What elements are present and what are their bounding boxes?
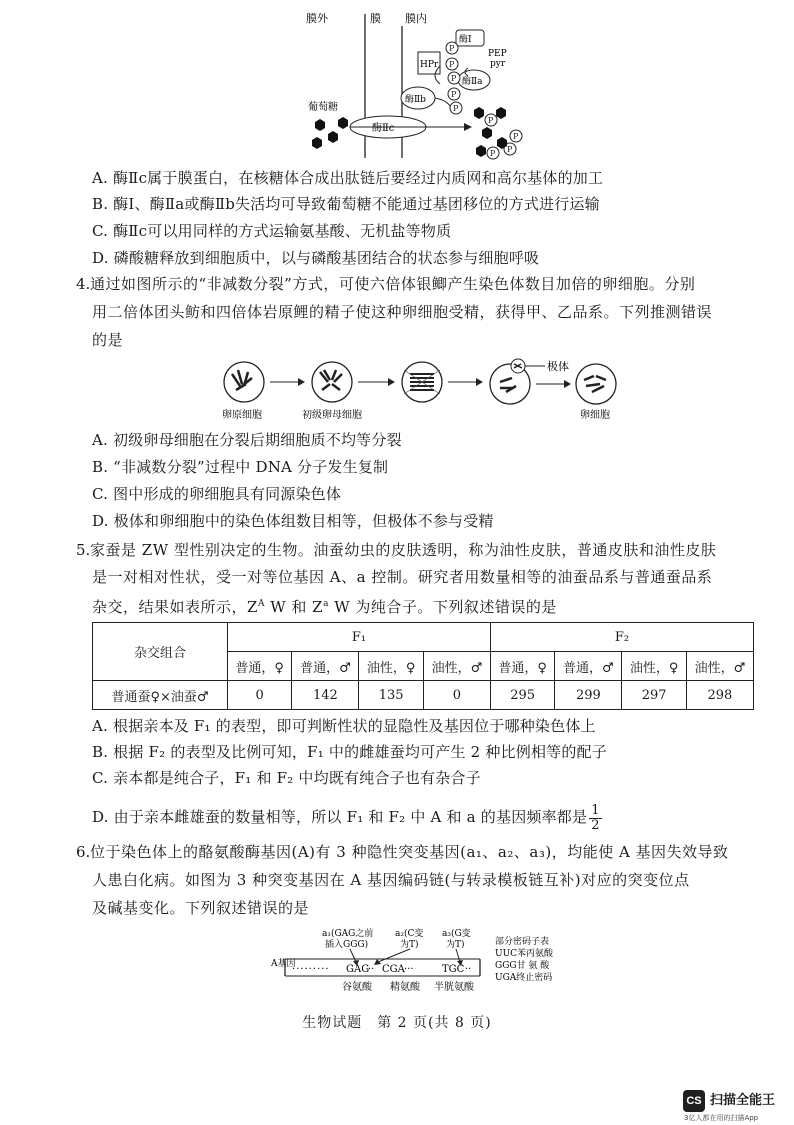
codon-ggg: GGG甘 氨 酸 (495, 961, 550, 971)
phosphate-labels (449, 44, 519, 158)
a3-label: a₃(G变 (442, 929, 471, 939)
codon-gag: GAG (346, 964, 370, 975)
q6-number: 6. (76, 843, 91, 861)
codon-cga: CGA (382, 964, 405, 975)
svg-text:P: P (453, 104, 459, 113)
q6-stem-3: 及碱基变化。下列叙述错误的是 (92, 899, 310, 917)
q5-stem-2: 是一对相对性状，受一对等位基因 A、a 控制。研究者用数量相等的油蚕品系与普通蚕品系 (92, 568, 713, 586)
hpr-label: HPr (420, 60, 439, 70)
svg-text:P: P (449, 60, 455, 69)
svg-text:P: P (490, 149, 496, 158)
a1-label: a₁(GAG之前 (322, 929, 374, 939)
svg-text:··: ·· (465, 964, 472, 975)
svg-text:P: P (451, 74, 457, 83)
enzyme2c-label: 酶Ⅱc (372, 123, 395, 134)
q5-stem-3: 杂交，结果如表所示，$Z^A$ W 和 $Z^a$ W 为纯合子。下列叙述错误的是 (92, 598, 557, 616)
glucose-label: 葡萄糖 (308, 102, 338, 113)
a2-label: a₂(C变 (395, 929, 424, 939)
q4-stem-1: 通过如图所示的“非减数分裂”方式，可使六倍体银鲫产生染色体数目加倍的卵细胞。分别 (90, 275, 696, 293)
header-f1: F₁ (228, 623, 491, 652)
q4-option-b: B. “非减数分裂”过程中 DNA 分子发生复制 (92, 458, 389, 476)
q5-option-a: A. 根据亲本及 F₁ 的表型，即可判断性状的显隐性及基因位于哪种染色体上 (92, 717, 596, 735)
q4-number: 4. (76, 275, 91, 293)
q3-option-c: C. 酶Ⅱc可以用同样的方式运输氨基酸、无机盐等物质 (92, 222, 452, 240)
q3-option-b: B. 酶Ⅰ、酶Ⅱa或酶Ⅱb失活均可导致葡萄糖不能通过基团移位的方式进行运输 (92, 195, 600, 213)
scanner-app-name: 扫描全能王 (710, 1093, 776, 1108)
cell-primary-oocyte (312, 362, 352, 402)
a3-label-2: 为T) (446, 940, 465, 950)
aa-arg: 精氨酸 (390, 982, 420, 993)
label-membrane: 膜 (370, 12, 381, 25)
label-primary-oocyte: 初级卵母细胞 (302, 410, 362, 421)
codon-uuc: UUC苯丙氨酸 (495, 949, 554, 959)
page-footer: 生物试题 第 2 页(共 8 页) (302, 1015, 492, 1031)
pts-transport-diagram (290, 6, 550, 161)
svg-text:·········: ········· (292, 964, 330, 975)
svg-text:P: P (451, 90, 457, 99)
q5-option-d-text: D. 由于亲本雌雄蚕的数量相等，所以 F₁ 和 F₂ 中 A 和 a 的基因频率都是 (92, 808, 588, 826)
scanner-logo-icon: CS (683, 1090, 705, 1112)
phosphate-group (446, 42, 522, 159)
q3-option-a: A. 酶Ⅱc属于膜蛋白，在核糖体合成出肽链后要经过内质网和高尔基体的加工 (92, 169, 604, 187)
aa-glu: 谷氨酸 (342, 982, 372, 993)
codon-table-title: 部分密码子表 (495, 937, 550, 947)
table-subheader-row: 普通，♀ 普通，♂ 油性，♀ 油性，♂ 普通，♀ 普通，♂ 油性，♀ 油性，♂ (93, 652, 754, 681)
codon-uga: UGA终止密码 (495, 973, 553, 983)
q4-stem-2: 用二倍体团头鲂和四倍体岩原鲤的精子使这种卵细胞受精，获得甲、乙品系。下列推测错误 (92, 303, 713, 321)
label-inside: 膜内 (405, 12, 427, 25)
q4-option-d: D. 极体和卵细胞中的染色体组数目相等，但极体不参与受精 (92, 512, 494, 530)
svg-text:P: P (513, 132, 519, 141)
fraction-half: $\frac{1}{2}$ (591, 802, 600, 833)
enzyme2a-label: 酶Ⅱa (462, 77, 483, 87)
q5-option-d (92, 799, 602, 835)
a1-label-2: 插入GGG) (325, 940, 369, 950)
row-label: 普通蚕♀×油蚕♂ (93, 681, 228, 710)
q5-stem-1: 家蚕是 ZW 型性别决定的生物。油蚕幼虫的皮肤透明，称为油性皮肤，普通皮肤和油性皮肤 (90, 541, 717, 559)
q4-option-c: C. 图中形成的卵细胞具有同源染色体 (92, 485, 342, 503)
gene-label: A基因 (271, 959, 296, 969)
svg-text:···: ··· (404, 964, 414, 975)
table-row: 普通蚕♀×油蚕♂ 0 142 135 0 295 299 297 298 (93, 681, 754, 710)
q5-option-c: C. 亲本都是纯合子，F₁ 和 F₂ 中均既有纯合子也有杂合子 (92, 769, 481, 787)
scanner-tagline: 3亿人都在用的扫描App (684, 1114, 759, 1122)
polar-body-label: 极体 (547, 360, 569, 373)
enzyme1-label: 酶Ⅰ (459, 35, 472, 45)
header-f2: F₂ (490, 623, 753, 652)
label-oogonium: 卵原细胞 (222, 410, 262, 421)
q5-option-b: B. 根据 F₂ 的表型及比例可知，F₁ 中的雌雄蚕均可产生 2 种比例相等的配子 (92, 743, 607, 761)
label-egg: 卵细胞 (580, 410, 610, 421)
enzyme2b-label: 酶Ⅱb (405, 95, 426, 105)
pep-label: PEP (488, 49, 507, 59)
q6-stem-1: 位于染色体上的酪氨酸酶基因(A)有 3 种隐性突变基因(a₁、a₂、a₃)，均能使 A 基因失效导致 (90, 843, 729, 861)
label-outside: 膜外 (306, 12, 328, 25)
q3-option-d: D. 磷酸糖释放到细胞质中，以与磷酸基团结合的状态参与细胞呼吸 (92, 249, 540, 267)
aa-cys: 半胱氨酸 (434, 982, 474, 993)
header-combo: 杂交组合 (93, 623, 228, 681)
svg-text:··: ·· (368, 964, 375, 975)
q4-stem-3: 的是 (92, 331, 124, 349)
a2-label-2: 为T) (400, 940, 419, 950)
cross-results-table (92, 622, 754, 710)
svg-text:P: P (449, 44, 455, 53)
q4-option-a: A. 初级卵母细胞在分裂后期细胞质不均等分裂 (92, 431, 402, 449)
q6-stem-2: 人患白化病。如图为 3 种突变基因在 A 基因编码链(与转录模板链互补)对应的突变位点 (92, 871, 690, 889)
mutation-site-diagram (270, 924, 610, 1004)
svg-text:P: P (507, 145, 513, 154)
pyr-label: pyr (490, 59, 506, 69)
oocyte-division-diagram (210, 356, 620, 426)
codon-tgc: TGC (442, 964, 465, 975)
svg-text:P: P (488, 116, 494, 125)
q5-number: 5. (76, 541, 91, 559)
